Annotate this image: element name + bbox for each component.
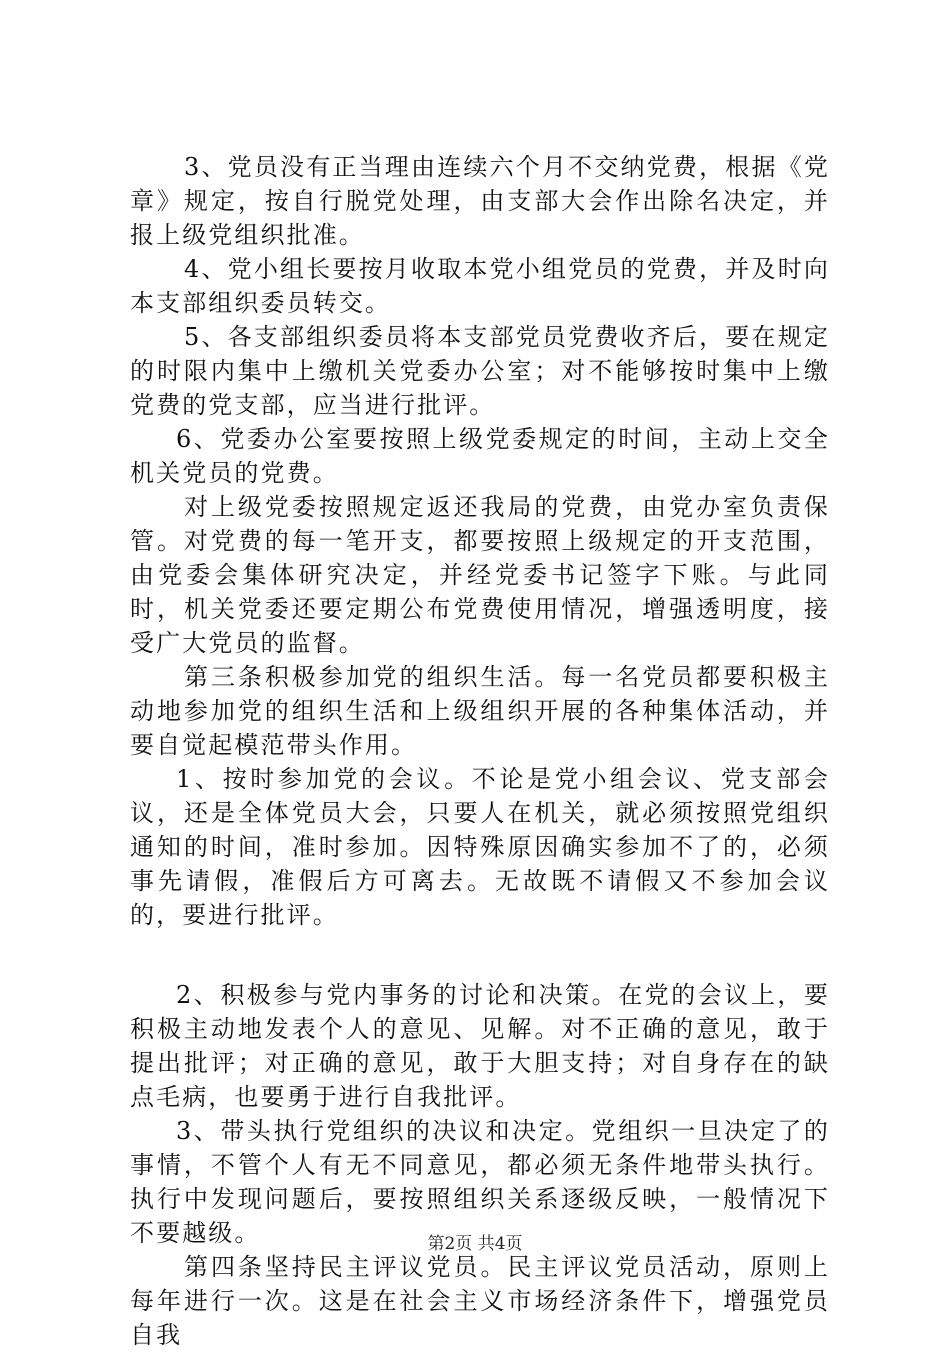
paragraph-branch-submission: 5、各支部组织委员将本支部党员党费收齐后，要在规定的时限内集中上缴机关党委办公室；对不能够按时集中上缴党费的党支部，应当进行批评。 xyxy=(130,323,830,419)
paragraph-dues-management: 对上级党委按照规定返还我局的党费，由党办室负责保管。对党费的每一笔开支，都要按照上级规定的开支范围，由党委会集体研究决定，并经党委书记签字下账。与此同时，机关党委还要定期公布党费使用情况，增强透明度，接受广大党员的监督。 xyxy=(130,493,830,657)
paragraph-group-leader-collection: 4、党小组长要按月收取本党小组党员的党费，并及时向本支部组织委员转交。 xyxy=(130,255,830,317)
paragraph-participate-decisions: 2、积极参与党内事务的讨论和决策。在党的会议上，要积极主动地发表个人的意见、见解。对不正确的意见，敢于提出批评；对正确的意见，敢于大胆支持；对自身存在的缺点毛病，也要勇于进行自我批评。 xyxy=(130,981,830,1111)
document-body xyxy=(130,150,830,1352)
paragraph-office-submission: 6、党委办公室要按照上级党委规定的时间，主动上交全机关党员的党费。 xyxy=(130,425,830,487)
paragraph-article-three: 第三条积极参加党的组织生活。每一名党员都要积极主动地参加党的组织生活和上级组织开展的各种集体活动，并要自觉起模范带头作用。 xyxy=(130,663,830,759)
paragraph-article-four: 第四条坚持民主评议党员。民主评议党员活动，原则上每年进行一次。这是在社会主义市场经济条件下，增强党员自我 xyxy=(130,1253,830,1349)
page-number-footer: 第2页 共4页 xyxy=(427,1234,523,1254)
paragraph-spacer xyxy=(130,932,830,978)
paragraph-execute-resolutions: 3、带头执行党组织的决议和决定。党组织一旦决定了的事情，不管个人有无不同意见，都必须无条件地带头执行。执行中发现问题后，要按照组织关系逐级反映，一般情况下不要越级。 xyxy=(130,1117,830,1247)
paragraph-dues-lapse: 3、党员没有正当理由连续六个月不交纳党费，根据《党章》规定，按自行脱党处理，由支部大会作出除名决定，并报上级党组织批准。 xyxy=(130,153,830,249)
paragraph-attend-meetings: 1、按时参加党的会议。不论是党小组会议、党支部会议，还是全体党员大会，只要人在机关，就必须按照党组织通知的时间，准时参加。因特殊原因确实参加不了的，必须事先请假，准假后方可离去。无故既不请假又不参加会议的，要进行批评。 xyxy=(130,765,830,929)
